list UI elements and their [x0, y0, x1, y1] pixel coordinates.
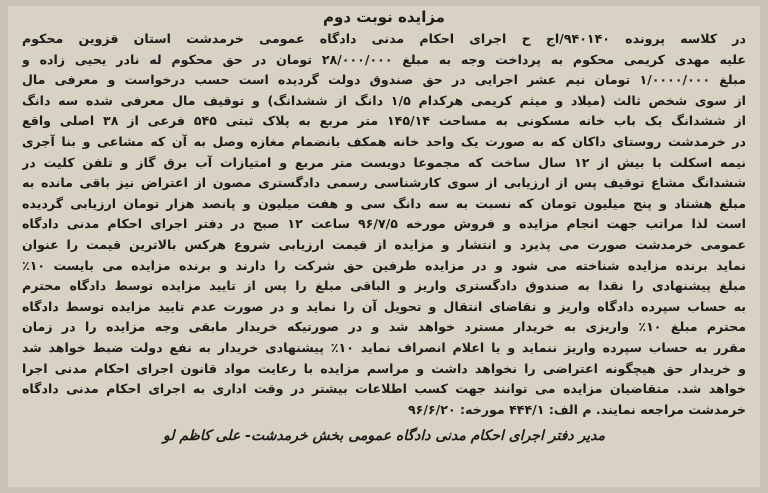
notice-line: علیه مهدی کریمی محکوم به پرداخت وجه به مبلغ ۲۸/۰۰۰/۰۰۰ تومان در حق محکوم له نادر یحیی زاده و [22, 51, 746, 67]
notice-line: مقرر به حساب سپرده واریز ننماید و یا اعلام انصراف نماید ۱۰٪ پیشنهادی خریدار به نفع دولت ضبط خواهد شد [22, 339, 746, 355]
notice-line: عمومی خرمدشت صورت می پذیرد و انتشار و مزایده از قیمت ارزیابی شروع هرکس بالاترین قیمت را عنوان [22, 236, 746, 252]
notice-line: خرمدشت مراجعه نمایند. م الف: ۴۴۴/۱ مورخه: ۹۶/۶/۲۰ [408, 401, 746, 417]
newspaper-notice [8, 6, 760, 487]
notice-line: در کلاسه پرونده ۹۴۰۱۴۰/اج ح اجرای احکام مدنی دادگاه عمومی خرمدشت استان قزوین محکوم [22, 31, 746, 46]
notice-line: از سوی شخص ثالث (میلاد و میثم کریمی هرکدام ۱/۵ دانگ از ششدانگ) و توقیف مال معرفی شده سه دانگ [22, 92, 746, 108]
notice-line: از ششدانگ یک باب خانه مسکونی به مساحت ۱۴۵/۱۴ متر مربع به پلاک ثبتی ۵۴۵ فرعی از ۳۸ اصلی واقع [22, 113, 746, 129]
notice-line: به حساب سپرده دادگاه واریز و تقاضای انتقال و تحویل آن را نماید و در صورت عدم تایید مزایده توسط دادگاه [22, 298, 746, 314]
notice-signature: مدیر دفتر اجرای احکام مدنی دادگاه عمومی بخش خرمدشت- علی کاظم لو [162, 428, 605, 445]
notice-line: مبلغ هشتاد و پنج میلیون تومان که نسبت به سه دانگ سی و هفت میلیون و پانصد هزار تومان ارزیابی گردیده [22, 195, 746, 211]
notice-line: ششدانگ مشاع توقیف پس از ارزیابی از سوی کارشناسی رسمی دادگستری مصون از اعتراض نیز باقی مانده به [22, 175, 746, 191]
notice-line: نماید برنده مزایده شناخته می شود و در مزایده طرفین حق شرکت را دارند و برنده مزایده می بایست ۱۰٪ [22, 257, 746, 273]
notice-line: نیمه اسکلت با بیش از ۱۲ سال ساخت که مجموعا دویست متر مربع و امتیازات آب برق گاز و تلفن کلیت در [22, 154, 746, 170]
notice-line: در خرمدشت روستای داکان که به صورت یک واحد خانه همکف بانضمام مغازه وصل به آن که مشاعی و بنا آجری [22, 133, 746, 149]
notice-line: مبلغ پیشنهادی را نقدا به صندوق دادگستری واریز و الباقی مبلغ را پس از تایید مزایده توسط دادگاه محترم [22, 278, 746, 294]
notice-line: محترم مبلغ ۱۰٪ واریزی به خریدار مسترد خواهد شد و در صورتیکه خریدار مابقی وجه مزایده را در زمان [22, 319, 746, 335]
notice-title: مزایده نوبت دوم [323, 8, 445, 26]
notice-line: مبلغ ۱/۰۰۰۰/۰۰۰ تومان نیم عشر اجرایی در حق صندوق دولت گردیده است حسب درخواست و معرفی مال [22, 72, 746, 88]
notice-body [22, 29, 746, 420]
notice-line: و خریدار حق هیچگونه اعتراضی را نخواهد داشت و مراسم مزایده با رعایت مواد قانون اجرای احکام مدنی اجرا [22, 360, 746, 376]
notice-line: است لذا مراتب جهت انجام مزایده و فروش مورخه ۹۶/۷/۵ ساعت ۱۲ صبح در دفتر اجرای احکام مدنی دادگاه [22, 216, 746, 232]
notice-line: خواهد شد. متقاضیان مزایده می توانند جهت کسب اطلاعات بیشتر در وقت اداری به اجرای احکام مدنی دادگاه [22, 381, 746, 397]
